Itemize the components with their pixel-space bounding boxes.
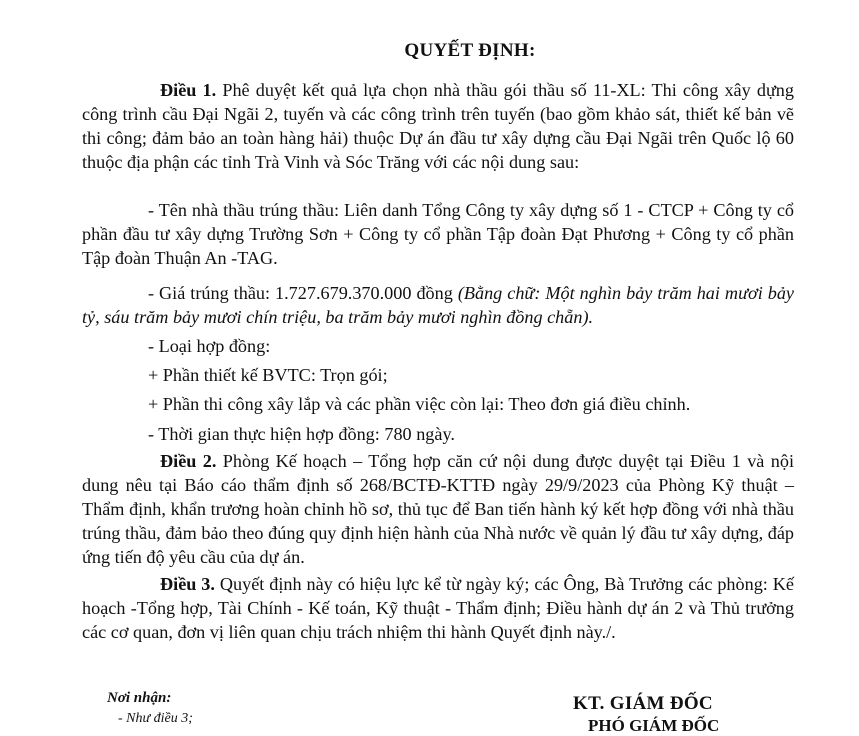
recipients-title: Nơi nhận:: [107, 690, 172, 706]
recipients-item: - Như điều 3;: [118, 711, 193, 726]
article-1-label: Điều 1.: [160, 80, 217, 100]
price-in-words: (Bằng chữ: Một nghìn bảy trăm hai mươi bảy tỷ, sáu trăm bảy mươi chín triệu, ba trăm bảy mươi nghìn đồng chẵn).: [82, 283, 794, 327]
duration-line: - Thời gian thực hiện hợp đồng: 780 ngày.: [148, 424, 455, 444]
article-2-body: Phòng Kế hoạch – Tổng hợp căn cứ nội dung được duyệt tại Điều 1 và nội dung nêu tại Báo cáo thẩm định số 268/BCTĐ-KTTĐ ngày 29/9/2023 của Phòng Kỹ thuật – Thẩm định, khẩn trương hoàn chỉnh hồ sơ, thủ tục để Ban tiến hành ký kết hợp đồng với nhà thầu trúng thầu, đảm bảo theo đúng quy định hiện hành của Nhà nước về quản lý đầu tư xây dựng, đáp ứng tiến độ yêu cầu của dự án.: [82, 451, 794, 567]
contract-type-line: - Loại hợp đồng:: [148, 336, 271, 356]
design-contract-line: + Phần thiết kế BVTC: Trọn gói;: [148, 365, 388, 385]
signature-subtitle: PHÓ GIÁM ĐỐC: [588, 716, 720, 735]
article-3-paragraph: [82, 573, 794, 645]
article-2-label: Điều 2.: [160, 451, 217, 471]
article-1-paragraph: [82, 79, 794, 175]
article-3-label: Điều 3.: [160, 574, 215, 594]
price-value: - Giá trúng thầu: 1.727.679.370.000 đồng: [148, 283, 458, 303]
article-3-body: Quyết định này có hiệu lực kể từ ngày ký; các Ông, Bà Trưởng các phòng: Kế hoạch -Tổng hợp, Tài Chính - Kế toán, Kỹ thuật - Thẩm định; Điều hành dự án 2 và Thủ trưởng các cơ quan, đơn vị liên quan chịu trách nhiệm thi hành Quyết định này./.: [82, 574, 794, 642]
construction-contract-line: + Phần thi công xây lắp và các phần việc còn lại: Theo đơn giá điều chỉnh.: [148, 394, 691, 414]
document-title: QUYẾT ĐỊNH:: [404, 40, 536, 61]
price-paragraph: [82, 282, 794, 330]
article-2-paragraph: [82, 450, 794, 570]
article-1-body: Phê duyệt kết quả lựa chọn nhà thầu gói thầu số 11-XL: Thi công xây dựng công trình cầu Đại Ngãi 2, tuyến và các công trình trên tuyến (bao gồm khảo sát, thiết kế bản vẽ thi công; đảm bảo an toàn hàng hải) thuộc Dự án đầu tư xây dựng cầu Đại Ngãi trên Quốc lộ 60 thuộc địa phận các tỉnh Trà Vinh và Sóc Trăng với các nội dung sau:: [82, 80, 794, 172]
contractor-paragraph: - Tên nhà thầu trúng thầu: Liên danh Tổng Công ty xây dựng số 1 - CTCP + Công ty cổ phần đầu tư xây dựng Trường Sơn + Công ty cổ phần Tập đoàn Đạt Phương + Công ty cổ phần Tập đoàn Thuận An -TAG.: [82, 200, 794, 268]
signature-title: KT. GIÁM ĐỐC: [573, 693, 713, 714]
